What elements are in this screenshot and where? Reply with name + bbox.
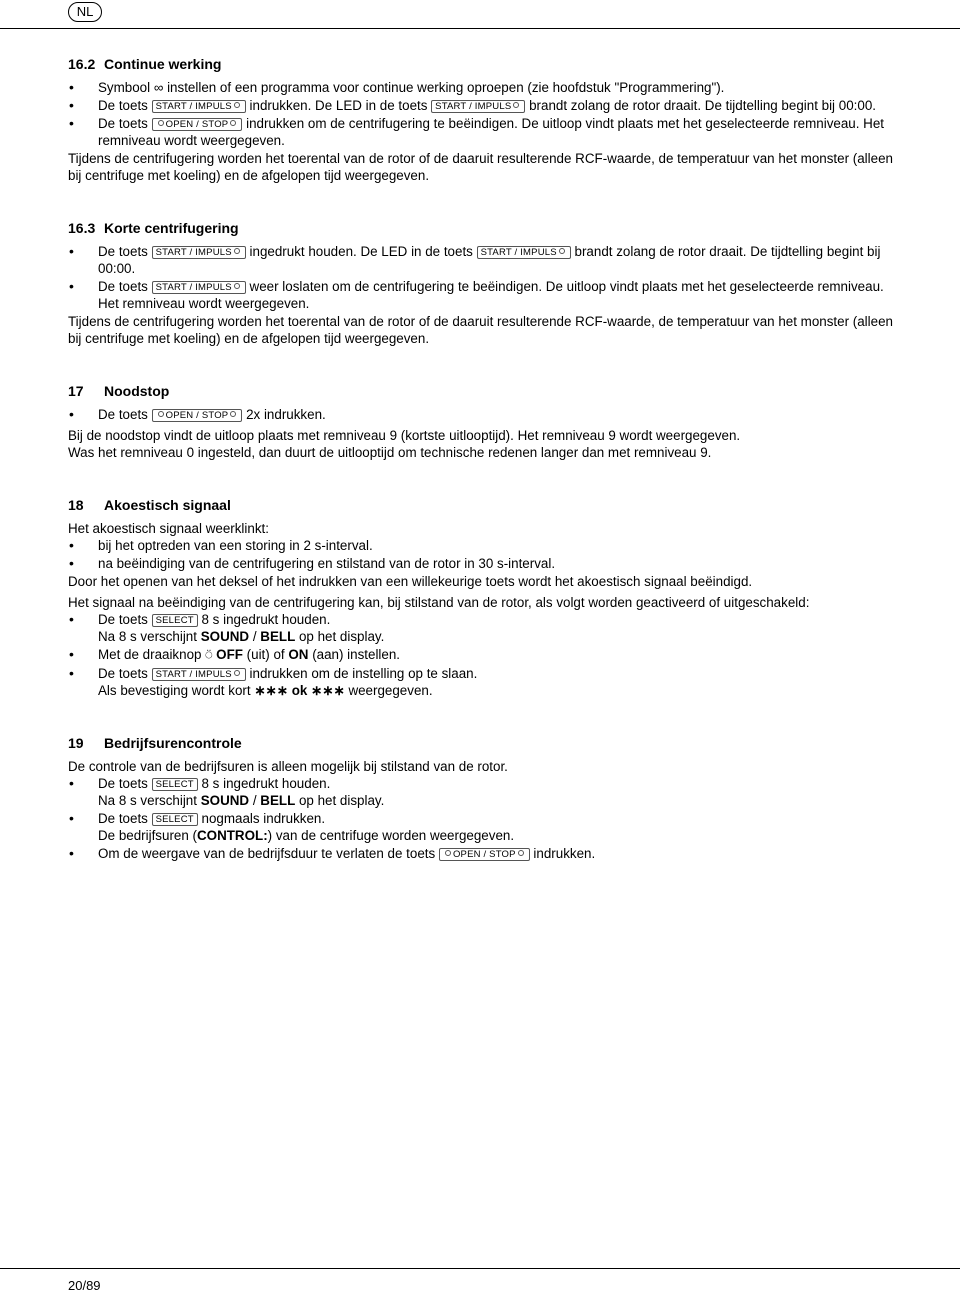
bullet-list bbox=[68, 79, 898, 149]
section-19 bbox=[68, 735, 898, 862]
section-18 bbox=[68, 497, 898, 699]
select-key-icon: SELECT bbox=[152, 813, 198, 826]
list-item: • De toets OPEN / STOP indrukken om de centrifugering te beëindigen. De uitloop vindt plaats met het geselecteerde remniveau. Het remniveau wordt weergegeven. bbox=[68, 115, 898, 149]
list-item: • Om de weergave van de bedrijfsduur te verlaten de toets OPEN / STOP indrukken. bbox=[68, 845, 898, 862]
start-impuls-key-icon: START / IMPULS bbox=[477, 246, 571, 259]
header-divider bbox=[0, 28, 960, 29]
section-title: 18 Akoestisch signaal bbox=[68, 497, 231, 513]
list-item: • De toets OPEN / STOP 2x indrukken. bbox=[68, 406, 898, 423]
paragraph: Was het remniveau 0 ingesteld, dan duurt de uitlooptijd om technische redenen langer dan met remniveau 9. bbox=[68, 445, 712, 460]
select-key-icon: SELECT bbox=[152, 614, 198, 627]
start-impuls-key-icon: START / IMPULS bbox=[152, 668, 246, 681]
list-item: • De toets START / IMPULS ingedrukt houden. De LED in de toets START / IMPULS brandt zolang de rotor draait. De tijdtelling begint bij 00:00. bbox=[68, 243, 898, 277]
paragraph: Door het openen van het deksel of het indrukken van een willekeurige toets wordt het akoestisch signaal beëindigd. bbox=[68, 574, 753, 589]
select-key-icon: SELECT bbox=[152, 778, 198, 791]
paragraph: Het signaal na beëindiging van de centrifugering kan, bij stilstand van de rotor, als volgt worden geactiveerd of uitgeschakeld: bbox=[68, 595, 810, 610]
start-impuls-key-icon: START / IMPULS bbox=[152, 100, 246, 113]
section-title: 16.3 Korte centrifugering bbox=[68, 220, 239, 236]
list-item: • bij het optreden van een storing in 2 s-interval. bbox=[68, 537, 898, 554]
rotary-knob-icon: ⍥ bbox=[205, 648, 213, 662]
language-badge: NL bbox=[68, 2, 102, 22]
paragraph: Bij de noodstop vindt de uitloop plaats met remniveau 9 (kortste uitlooptijd). Het remniveau 9 wordt weergegeven. bbox=[68, 428, 741, 443]
section-16-2 bbox=[68, 56, 898, 184]
section-title: 16.2 Continue werking bbox=[68, 56, 222, 72]
section-title: 17 Noodstop bbox=[68, 383, 170, 399]
paragraph: Tijdens de centrifugering worden het toerental van de rotor of de daaruit resulterende RCF-waarde, de temperatuur van het monster (alleen bij centrifuge met koeling) en de afgelopen tijd weergegeven. bbox=[68, 314, 893, 346]
section-16-3 bbox=[68, 220, 898, 347]
open-stop-key-icon: OPEN / STOP bbox=[152, 118, 243, 131]
section-17 bbox=[68, 383, 898, 461]
paragraph: De controle van de bedrijfsuren is alleen mogelijk bij stilstand van de rotor. bbox=[68, 759, 508, 774]
footer-divider bbox=[0, 1268, 960, 1269]
bullet-list bbox=[68, 537, 898, 572]
list-item: • De toets SELECT 8 s ingedrukt houden. Na 8 s verschijnt SOUND / BELL op het display. bbox=[68, 775, 898, 809]
list-item: • De toets START / IMPULS weer loslaten om de centrifugering te beëindigen. De uitloop vindt plaats met het geselecteerde remniveau. Het remniveau wordt weergegeven. bbox=[68, 278, 898, 312]
page-number: 20/89 bbox=[68, 1278, 101, 1293]
section-title: 19 Bedrijfsurencontrole bbox=[68, 735, 242, 751]
list-item: • De toets START / IMPULS indrukken om de instelling op te slaan. Als bevestiging wordt kort ∗∗∗ ok ∗∗∗ weergegeven. bbox=[68, 665, 898, 699]
start-impuls-key-icon: START / IMPULS bbox=[152, 281, 246, 294]
bullet-list bbox=[68, 775, 898, 862]
list-item: • De toets SELECT nogmaals indrukken. De bedrijfsuren (CONTROL:) van de centrifuge worden weergegeven. bbox=[68, 810, 898, 844]
bullet-list bbox=[68, 243, 898, 312]
start-impuls-key-icon: START / IMPULS bbox=[152, 246, 246, 259]
list-item: • na beëindiging van de centrifugering en stilstand van de rotor in 30 s-interval. bbox=[68, 555, 898, 572]
open-stop-key-icon: OPEN / STOP bbox=[439, 848, 530, 861]
list-item: • De toets START / IMPULS indrukken. De LED in de toets START / IMPULS brandt zolang de rotor draait. De tijdtelling begint bij 00:00. bbox=[68, 97, 898, 114]
list-item: • Met de draaiknop ⍥ OFF (uit) of ON (aan) instellen. bbox=[68, 646, 898, 664]
start-impuls-key-icon: START / IMPULS bbox=[431, 100, 525, 113]
list-item: • De toets SELECT 8 s ingedrukt houden. Na 8 s verschijnt SOUND / BELL op het display. bbox=[68, 611, 898, 645]
paragraph: Tijdens de centrifugering worden het toerental van de rotor of de daaruit resulterende RCF-waarde, de temperatuur van het monster (alleen bij centrifuge met koeling) en de afgelopen tijd weergegeven. bbox=[68, 151, 893, 183]
bullet-list bbox=[68, 406, 898, 423]
open-stop-key-icon: OPEN / STOP bbox=[152, 409, 243, 422]
page-content bbox=[68, 56, 898, 898]
bullet-list bbox=[68, 611, 898, 699]
list-item: • Symbool ∞ instellen of een programma voor continue werking oproepen (zie hoofdstuk "Programmering"). bbox=[68, 79, 898, 96]
paragraph: Het akoestisch signaal weerklinkt: bbox=[68, 521, 269, 536]
